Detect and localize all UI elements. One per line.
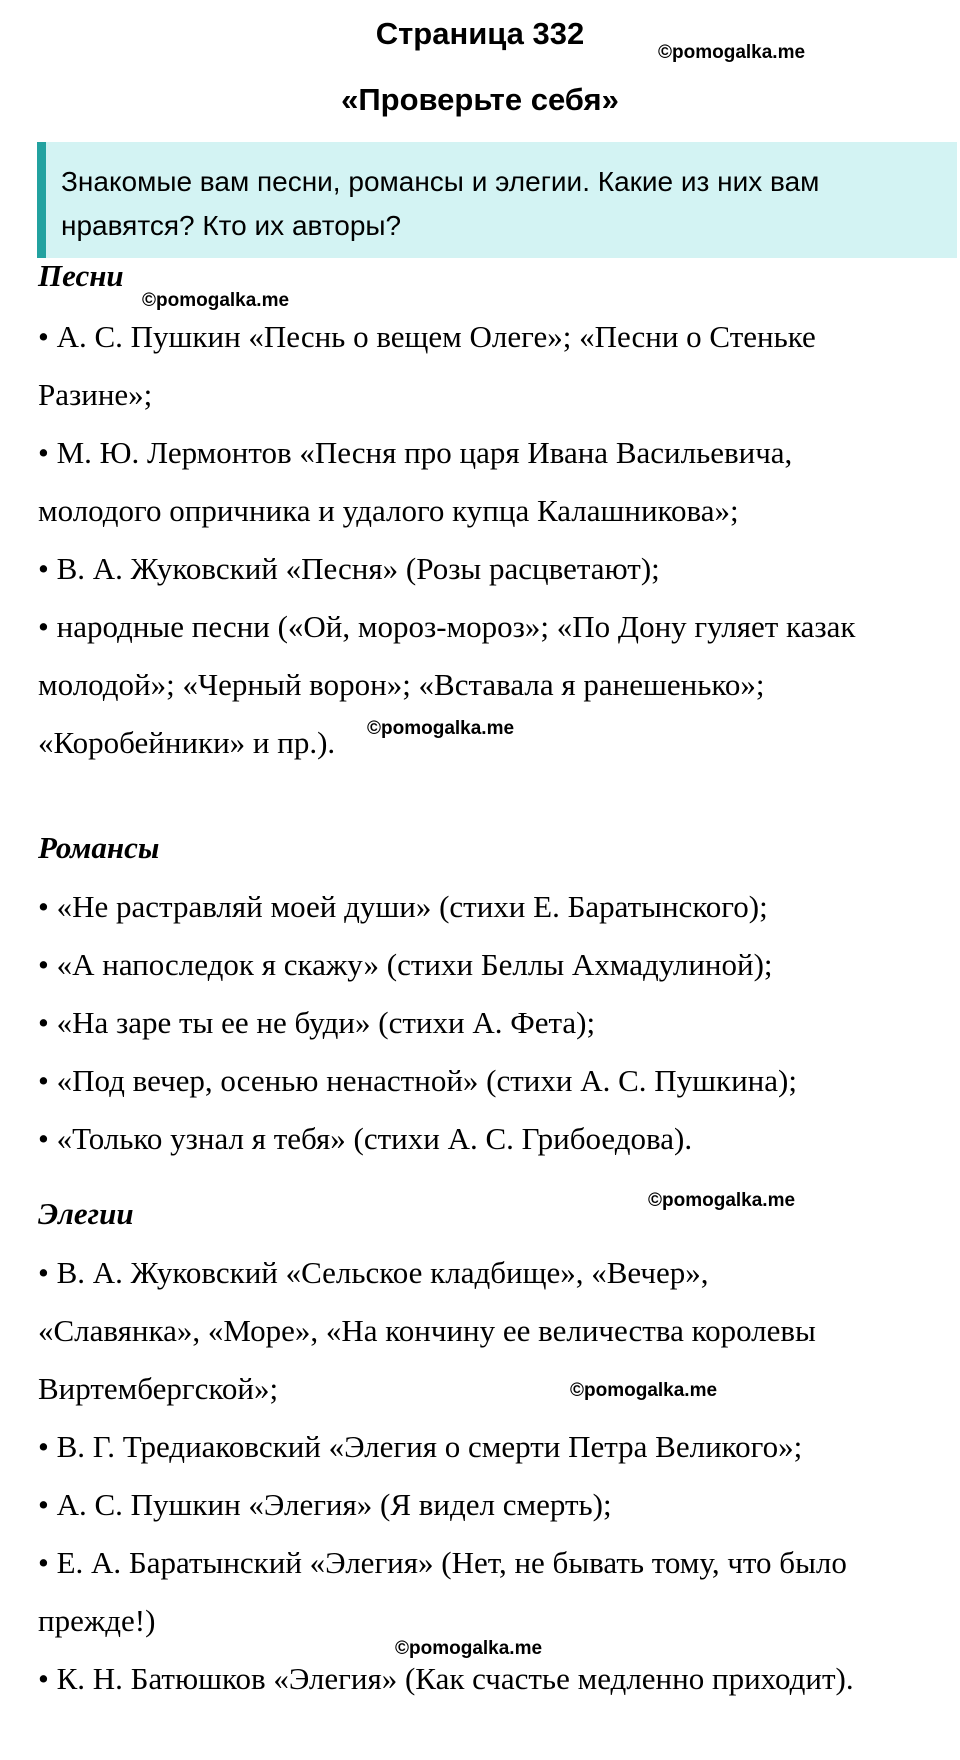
list-item: • В. Г. Тредиаковский «Элегия о смерти Петра Великого»; xyxy=(38,1429,803,1464)
list-item: • «А напоследок я скажу» (стихи Беллы Ахмадулиной); xyxy=(38,947,773,982)
list-item: • народные песни («Ой, мороз-мороз»; «По Дону гуляет казак xyxy=(38,609,856,644)
watermark: ©pomogalka.me xyxy=(648,1190,796,1211)
list-item: • Е. А. Баратынский «Элегия» (Нет, не бывать тому, что было xyxy=(38,1545,847,1580)
list-item: • А. С. Пушкин «Песнь о вещем Олеге»; «Песни о Стеньке xyxy=(38,319,816,354)
watermark: ©pomogalka.me xyxy=(142,290,290,311)
section-heading-elegies: Элегии xyxy=(38,1196,134,1231)
list-item: • «Только узнал я тебя» (стихи А. С. Грибоедова). xyxy=(38,1121,693,1156)
task-line: нравятся? Кто их авторы? xyxy=(61,210,402,241)
romances-list xyxy=(38,878,938,1168)
section-heading-romances: Романсы xyxy=(38,830,160,865)
watermark: ©pomogalka.me xyxy=(367,718,515,739)
list-item: «Коробейники» и пр.). xyxy=(38,725,336,760)
list-item: молодого опричника и удалого купца Калашникова»; xyxy=(38,493,739,528)
section-heading-songs: Песни xyxy=(38,258,124,293)
page-title: Страница 332 xyxy=(375,16,585,51)
page-subtitle: «Проверьте себя» xyxy=(341,82,619,117)
list-item: молодой»; «Черный ворон»; «Вставала я ранешенько»; xyxy=(38,667,765,702)
songs-list xyxy=(38,308,938,772)
watermark: ©pomogalka.me xyxy=(395,1638,543,1659)
watermark: ©pomogalka.me xyxy=(658,42,806,63)
list-item: • «Под вечер, осенью ненастной» (стихи А. С. Пушкина); xyxy=(38,1063,797,1098)
list-item: Разине»; xyxy=(38,377,153,412)
list-item: • «Не растравляй моей души» (стихи Е. Баратынского); xyxy=(38,889,768,924)
list-item: • В. А. Жуковский «Песня» (Розы расцветают); xyxy=(38,551,660,586)
list-item: • В. А. Жуковский «Сельское кладбище», «Вечер», xyxy=(38,1255,709,1290)
list-item: • К. Н. Батюшков «Элегия» (Как счастье медленно приходит). xyxy=(38,1661,854,1696)
watermark: ©pomogalka.me xyxy=(570,1380,718,1401)
list-item: • М. Ю. Лермонтов «Песня про царя Ивана Васильевича, xyxy=(38,435,793,470)
task-line: Знакомые вам песни, романсы и элегии. Какие из них вам xyxy=(61,166,820,197)
list-item: • А. С. Пушкин «Элегия» (Я видел смерть); xyxy=(38,1487,612,1522)
list-item: Виртембергской»; xyxy=(38,1371,279,1406)
list-item: • «На заре ты ее не буди» (стихи А. Фета); xyxy=(38,1005,596,1040)
list-item: «Славянка», «Море», «На кончину ее величества королевы xyxy=(38,1313,816,1348)
list-item: прежде!) xyxy=(38,1603,156,1638)
task-box xyxy=(37,142,957,258)
